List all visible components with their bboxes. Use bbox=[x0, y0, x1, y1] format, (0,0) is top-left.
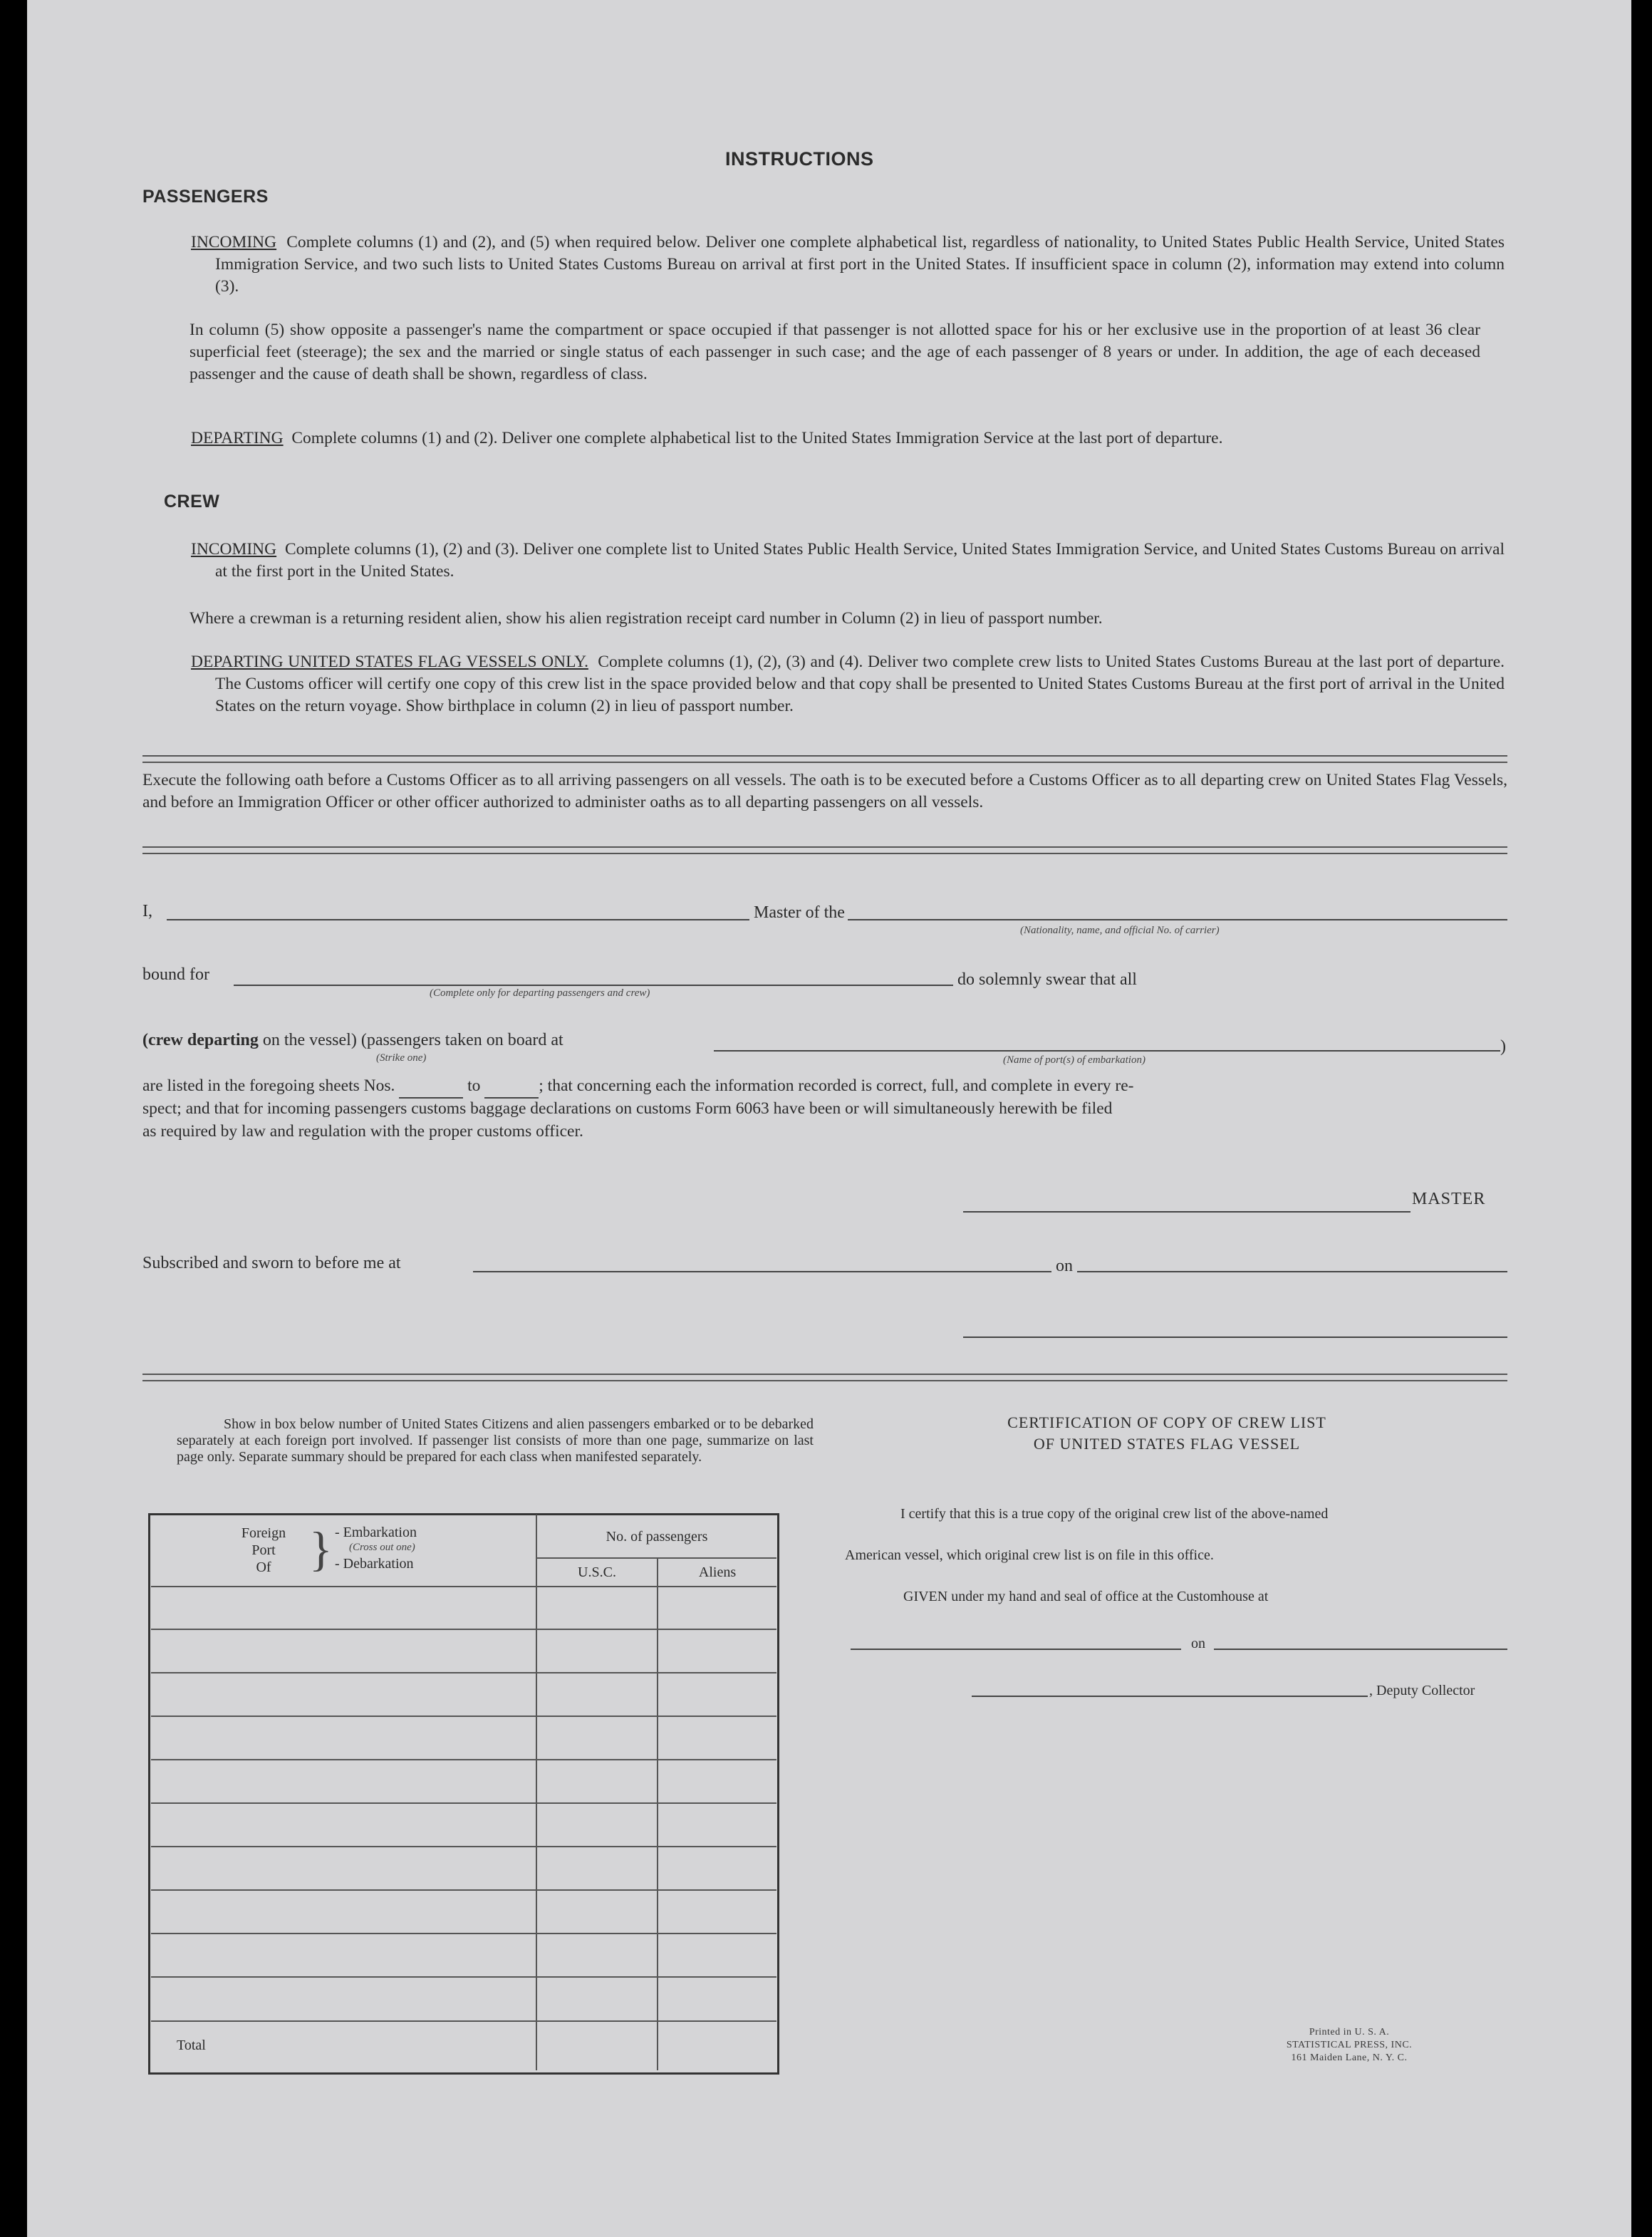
subscribed-label: Subscribed and sworn to before me at bbox=[142, 1254, 401, 1272]
foreign-label: Foreign bbox=[241, 1525, 286, 1541]
sworn-on-label: on bbox=[1056, 1257, 1073, 1275]
crew-incoming-text: Complete columns (1), (2) and (3). Deliver one complete list to United States Public Health Service, United States Immigration Service, and United States Customs Bureau on arrival at the first port in the United States. bbox=[215, 540, 1505, 581]
certification-title-line1: CERTIFICATION OF COPY OF CREW LIST bbox=[1007, 1413, 1326, 1431]
passengers-departing-paragraph bbox=[191, 427, 1505, 450]
listed-line-2: spect; and that for incoming passengers customs baggage declarations on customs Form 6063 have been or will simultaneously herewith be filed bbox=[142, 1099, 1113, 1118]
listed-line-3: as required by law and regulation with the proper customs officer. bbox=[142, 1122, 583, 1141]
usc-header: U.S.C. bbox=[578, 1564, 616, 1580]
certification-title bbox=[910, 1412, 1423, 1455]
master-of-the-label: Master of the bbox=[754, 903, 845, 922]
passengers-taken-text: (passengers taken on board at bbox=[360, 1031, 563, 1049]
table-row bbox=[151, 1976, 776, 1978]
bound-caption: (Complete only for departing passengers and crew) bbox=[430, 987, 650, 999]
strike-one-caption: (Strike one) bbox=[376, 1052, 427, 1064]
ports-field[interactable] bbox=[714, 1050, 1500, 1052]
table-divider bbox=[536, 1515, 537, 2070]
aliens-header: Aliens bbox=[698, 1564, 737, 1580]
passengers-incoming-paragraph bbox=[191, 232, 1505, 298]
oath-intro: Execute the following oath before a Customs Officer as to all arriving passengers on all vessels. The oath is to be executed before a Customs Officer as to all departing crew on United States Flag Vessels, and before an Immigration Officer or other officer authorized to administer oaths as to all departing passengers on all vessels. bbox=[142, 771, 1507, 811]
deputy-signature-field[interactable] bbox=[972, 1696, 1368, 1697]
master-label: MASTER bbox=[1412, 1190, 1486, 1208]
divider bbox=[142, 846, 1507, 854]
crew-resident-paragraph: Where a crewman is a returning resident alien, show his alien registration receipt card number in Column (2) in lieu of passport number. bbox=[189, 609, 1103, 628]
sworn-place-field[interactable] bbox=[473, 1271, 1051, 1272]
table-row bbox=[151, 1716, 776, 1717]
crew-heading: CREW bbox=[164, 492, 220, 512]
printer-imprint bbox=[1264, 2026, 1435, 2065]
passengers-column5-paragraph: In column (5) show opposite a passenger's name the compartment or space occupied if that passenger is not allotted space for his or her exclusive use in the proportion of at least 36 clear superficial feet (steerage); the sex and the married or single status of each passenger in such case; and the age of each passenger of 8 years or under. In addition, the age of each deceased passenger and the cause of death shall be shown, regardless of class. bbox=[189, 321, 1480, 383]
printer-line3: 161 Maiden Lane, N. Y. C. bbox=[1291, 2052, 1408, 2063]
table-row bbox=[151, 1889, 776, 1891]
passengers-incoming-label: INCOMING bbox=[191, 233, 277, 251]
table-divider bbox=[151, 1586, 776, 1587]
crew-passengers-line bbox=[142, 1031, 563, 1050]
listed-start-text: are listed in the foregoing sheets Nos. bbox=[142, 1076, 395, 1095]
bound-for-field[interactable] bbox=[234, 985, 953, 986]
given-line: GIVEN under my hand and seal of office at the Customhouse at bbox=[903, 1589, 1269, 1604]
table-row bbox=[151, 2020, 776, 2022]
close-paren: ) bbox=[1500, 1037, 1506, 1056]
ports-caption: (Name of port(s) of embarkation) bbox=[1003, 1054, 1146, 1066]
brace-icon: } bbox=[309, 1522, 333, 1576]
page-title: INSTRUCTIONS bbox=[725, 148, 874, 170]
master-signature-field[interactable] bbox=[963, 1211, 1411, 1213]
crew-incoming-label: INCOMING bbox=[191, 540, 277, 559]
certification-title-line2: OF UNITED STATES FLAG VESSEL bbox=[1033, 1435, 1301, 1453]
sheet-to-field[interactable] bbox=[484, 1075, 539, 1099]
form-sheet bbox=[27, 0, 1631, 2237]
summary-note: Show in box below number of United States Citizens and alien passengers embarked or to be debarked separately at each foreign port involved. If passenger list consists of more than one page, summarize on last page only. Separate summary should be prepared for each class when manifested separately. bbox=[177, 1416, 814, 1465]
table-row bbox=[151, 1802, 776, 1804]
table-row bbox=[151, 1846, 776, 1847]
port-label: Port bbox=[251, 1542, 276, 1558]
divider bbox=[142, 1374, 1507, 1381]
passengers-departing-text: Complete columns (1) and (2). Deliver one complete alphabetical list to the United States Immigration Service at the last port of departure. bbox=[291, 429, 1223, 447]
crew-departing-paragraph bbox=[191, 651, 1505, 717]
debarkation-label: - Debarkation bbox=[335, 1556, 414, 1572]
table-row bbox=[151, 1629, 776, 1630]
embarkation-label: - Embarkation bbox=[335, 1525, 417, 1540]
on-the-vessel-text: on the vessel) bbox=[262, 1031, 357, 1049]
deputy-collector-label: , Deputy Collector bbox=[1369, 1683, 1475, 1698]
bound-for-label: bound for bbox=[142, 965, 209, 984]
nationality-caption: (Nationality, name, and official No. of carrier) bbox=[1020, 925, 1220, 936]
master-name-field[interactable] bbox=[167, 919, 749, 920]
passengers-departing-label: DEPARTING bbox=[191, 429, 284, 447]
printer-line1: Printed in U. S. A. bbox=[1309, 2027, 1390, 2038]
sworn-date-field[interactable] bbox=[1077, 1271, 1507, 1272]
printer-line2: STATISTICAL PRESS, INC. bbox=[1286, 2040, 1413, 2050]
officer-signature-field[interactable] bbox=[963, 1337, 1507, 1338]
listed-line-1 bbox=[142, 1075, 1507, 1099]
table-row bbox=[151, 1933, 776, 1934]
cert-on-label: on bbox=[1191, 1636, 1205, 1651]
swear-text: do solemnly swear that all bbox=[957, 970, 1137, 989]
oath-i-label: I, bbox=[142, 902, 152, 920]
certify-line-1: I certify that this is a true copy of the original crew list of the above-named bbox=[900, 1506, 1329, 1522]
table-row bbox=[151, 1672, 776, 1673]
foreign-port-header bbox=[235, 1525, 292, 1576]
crew-departing-text: Complete columns (1), (2), (3) and (4). Deliver two complete crew lists to United States Customs Bureau at the last port of departure. The Customs officer will certify one copy of this crew list in the space provided below and that copy shall be presented to United States Customs Bureau at the first port of arrival in the United States on the return voyage. Show birthplace in column (2) in lieu of passport number. bbox=[215, 653, 1505, 715]
sheet-from-field[interactable] bbox=[399, 1075, 463, 1099]
table-divider bbox=[536, 1557, 776, 1559]
no-of-passengers-header: No. of passengers bbox=[606, 1529, 708, 1545]
passengers-incoming-text: Complete columns (1) and (2), and (5) when required below. Deliver one complete alphabetical list, regardless of nationality, to United States Public Health Service, United States Immigration Service, and two such lists to United States Customs Bureau on arrival at first port in the United States. If insufficient space in column (2), information may extend into column (3). bbox=[215, 233, 1505, 296]
cross-out-caption: (Cross out one) bbox=[349, 1542, 415, 1553]
table-divider bbox=[657, 1557, 658, 2070]
crew-incoming-paragraph bbox=[191, 539, 1505, 583]
total-label: Total bbox=[177, 2038, 206, 2053]
cert-date-field[interactable] bbox=[1214, 1649, 1507, 1650]
to-text: to bbox=[467, 1076, 481, 1095]
listed-rest-text: ; that concerning each the information recorded is correct, full, and complete in every re- bbox=[539, 1076, 1134, 1095]
passengers-heading: PASSENGERS bbox=[142, 187, 269, 207]
customhouse-field[interactable] bbox=[851, 1649, 1181, 1650]
table-row bbox=[151, 1759, 776, 1760]
passenger-summary-table bbox=[148, 1513, 779, 2075]
of-label: Of bbox=[256, 1559, 271, 1575]
certify-line-2: American vessel, which original crew list is on file in this office. bbox=[845, 1547, 1214, 1563]
crew-departing-label: DEPARTING UNITED STATES FLAG VESSELS ONLY. bbox=[191, 653, 588, 671]
carrier-field[interactable] bbox=[848, 919, 1507, 920]
divider bbox=[142, 755, 1507, 763]
crew-departing-text: (crew departing bbox=[142, 1031, 259, 1049]
